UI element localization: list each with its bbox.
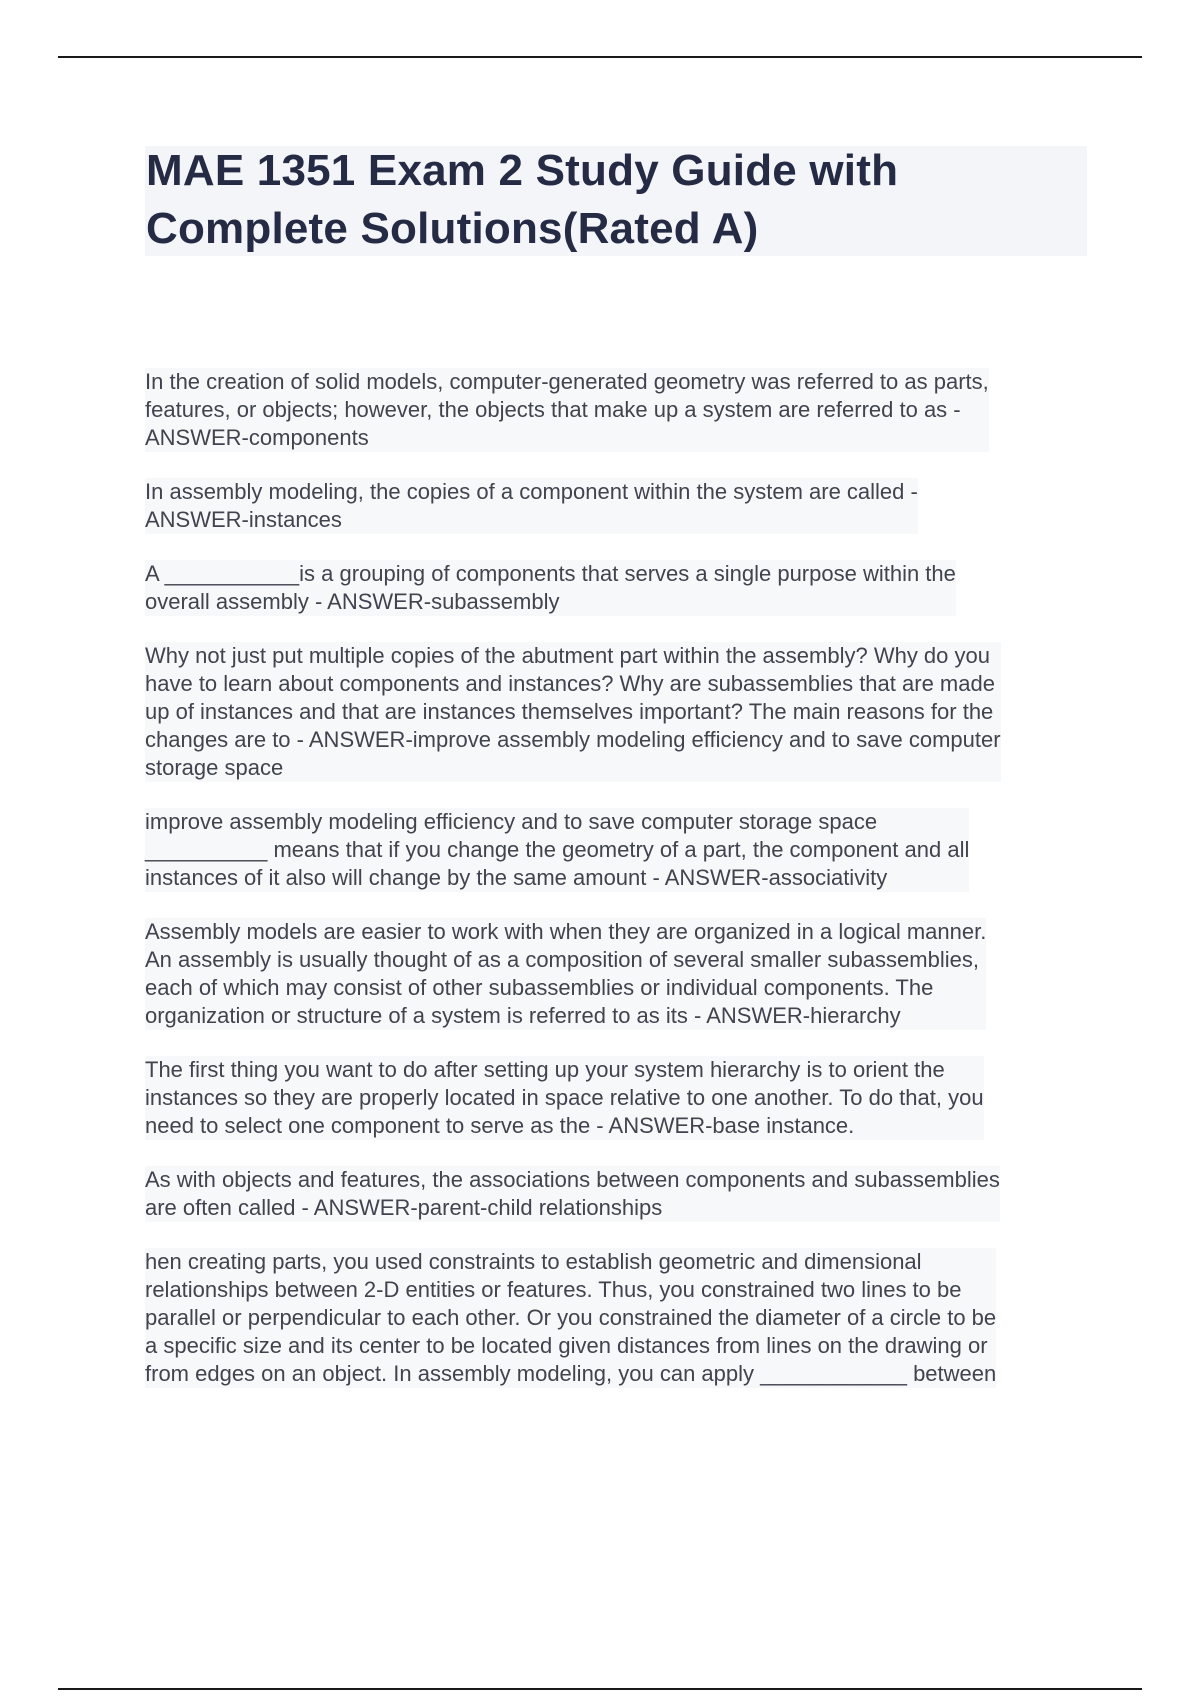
- title-block: [145, 146, 1087, 256]
- study-guide-content: [145, 368, 1090, 1414]
- qa-entry: Why not just put multiple copies of the abutment part within the assembly? Why do you have to learn about components and instances? Why are subassemblies that are made up of instances and that are instances themselves important? The main reasons for the changes are to - ANSWER-improve assembly modeling efficiency and to save computer storage space: [145, 643, 1001, 780]
- qa-entry: As with objects and features, the associations between components and subassemblies are often called - ANSWER-parent-child relationships: [145, 1167, 1000, 1220]
- qa-entry: improve assembly modeling efficiency and to save computer storage space __________ means that if you change the geometry of a part, the component and all instances of it also will change by the same amount - ANSWER-associativity: [145, 809, 970, 890]
- header-rule: [58, 56, 1142, 58]
- qa-entry: In the creation of solid models, computer-generated geometry was referred to as parts, features, or objects; however, the objects that make up a system are referred to as - ANSWER-components: [145, 369, 989, 450]
- qa-entry: Assembly models are easier to work with when they are organized in a logical manner. An assembly is usually thought of as a composition of several smaller subassemblies, each of which may consist of other subassemblies or individual components. The organization or structure of a system is referred to as its - ANSWER-hierarchy: [145, 919, 987, 1028]
- qa-entry: The first thing you want to do after setting up your system hierarchy is to orient the instances so they are properly located in space relative to one another. To do that, you need to select one component to serve as the - ANSWER-base instance.: [145, 1057, 984, 1138]
- qa-entry: In assembly modeling, the copies of a component within the system are called - ANSWER-instances: [145, 479, 918, 532]
- qa-entry: hen creating parts, you used constraints to establish geometric and dimensional relationships between 2-D entities or features. Thus, you constrained two lines to be parallel or perpendicular to each other. Or you constrained the diameter of a circle to be a specific size and its center to be located given distances from lines on the drawing or from edges on an object. In assembly modeling, you can apply ____________ between: [145, 1249, 997, 1386]
- qa-entry: A ___________is a grouping of components that serves a single purpose within the overall assembly - ANSWER-subassembly: [145, 561, 956, 614]
- footer-rule: [58, 1688, 1142, 1690]
- page-title: MAE 1351 Exam 2 Study Guide with Complete Solutions(Rated A): [146, 146, 899, 253]
